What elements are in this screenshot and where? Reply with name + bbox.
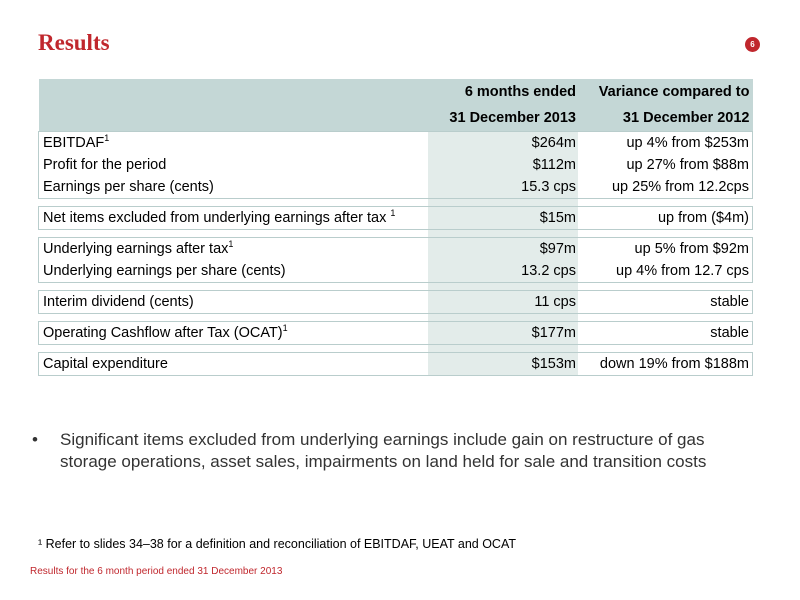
row-label-cell bbox=[39, 353, 429, 376]
row-label: Earnings per share (cents) bbox=[43, 179, 214, 195]
header-period-cell: 6 months ended bbox=[428, 79, 578, 105]
row-label: EBITDAF bbox=[43, 135, 105, 151]
row-label-cell bbox=[39, 132, 429, 155]
row-variance-cell: up 5% from $92m bbox=[578, 238, 753, 261]
table-row bbox=[39, 207, 753, 230]
row-variance-cell: up 4% from $253m bbox=[578, 132, 753, 155]
row-value-cell: $177m bbox=[428, 322, 578, 345]
row-value-cell: 11 cps bbox=[428, 291, 578, 314]
row-label-cell bbox=[39, 322, 429, 345]
row-value-cell: $264m bbox=[428, 132, 578, 155]
row-variance-cell: up 27% from $88m bbox=[578, 154, 753, 176]
row-label-cell bbox=[39, 238, 429, 261]
row-variance-cell: up 25% from 12.2cps bbox=[578, 176, 753, 199]
table-row bbox=[39, 353, 753, 376]
footnote-marker: 1 bbox=[390, 208, 396, 218]
header-period-cell: 31 December 2013 bbox=[428, 105, 578, 132]
table-header-row bbox=[39, 79, 753, 105]
header-variance-cell: 31 December 2012 bbox=[578, 105, 753, 132]
header-label-cell bbox=[39, 79, 429, 105]
separator-cell bbox=[428, 345, 578, 353]
table-header-row bbox=[39, 105, 753, 132]
row-label-cell bbox=[39, 176, 429, 199]
bullet-marker: • bbox=[32, 430, 38, 449]
row-value-cell: 13.2 cps bbox=[428, 260, 578, 283]
results-table bbox=[38, 79, 753, 376]
table-row bbox=[39, 260, 753, 283]
header-label-cell bbox=[39, 105, 429, 132]
footnote: ¹ Refer to slides 34–38 for a definition and reconciliation of EBITDAF, UEAT and OCAT bbox=[38, 537, 517, 551]
separator-cell bbox=[39, 345, 429, 353]
table-separator-row bbox=[39, 345, 753, 353]
bullet-text: Significant items excluded from underlying earnings include gain on restructure of gas storage operations, asset sales, impairments on land held for sale and transition costs bbox=[60, 430, 707, 471]
separator-cell bbox=[39, 314, 429, 322]
footnote-marker: 1 bbox=[228, 239, 234, 249]
separator-cell bbox=[428, 314, 578, 322]
table-separator-row bbox=[39, 283, 753, 291]
row-label-cell bbox=[39, 207, 429, 230]
row-label-cell bbox=[39, 260, 429, 283]
table-row bbox=[39, 291, 753, 314]
page-number-badge: 6 bbox=[745, 37, 760, 52]
row-label: Operating Cashflow after Tax (OCAT) bbox=[43, 325, 283, 341]
footnote-marker: 1 bbox=[282, 323, 288, 333]
row-label: Capital expenditure bbox=[43, 356, 168, 372]
table-row bbox=[39, 322, 753, 345]
table-row bbox=[39, 132, 753, 155]
table-row bbox=[39, 238, 753, 261]
table-separator-row bbox=[39, 230, 753, 238]
separator-cell bbox=[578, 345, 753, 353]
row-value-cell: $15m bbox=[428, 207, 578, 230]
row-value-cell: $97m bbox=[428, 238, 578, 261]
header-variance-cell: Variance compared to bbox=[578, 79, 753, 105]
row-label: Underlying earnings per share (cents) bbox=[43, 263, 286, 279]
row-label: Net items excluded from underlying earnings after tax bbox=[43, 210, 391, 226]
separator-cell bbox=[39, 230, 429, 238]
separator-cell bbox=[578, 199, 753, 207]
separator-cell bbox=[428, 230, 578, 238]
row-value-cell: $112m bbox=[428, 154, 578, 176]
bullet-point bbox=[32, 429, 752, 473]
separator-cell bbox=[578, 314, 753, 322]
footnote-marker: 1 bbox=[104, 133, 110, 143]
row-label-cell bbox=[39, 291, 429, 314]
separator-cell bbox=[578, 230, 753, 238]
source-note: Results for the 6 month period ended 31 December 2013 bbox=[30, 566, 283, 577]
row-label: Interim dividend (cents) bbox=[43, 294, 194, 310]
row-value-cell: $153m bbox=[428, 353, 578, 376]
table-separator-row bbox=[39, 314, 753, 322]
row-variance-cell: down 19% from $188m bbox=[578, 353, 753, 376]
separator-cell bbox=[39, 283, 429, 291]
row-variance-cell: stable bbox=[578, 322, 753, 345]
separator-cell bbox=[428, 283, 578, 291]
table-row bbox=[39, 154, 753, 176]
row-value-cell: 15.3 cps bbox=[428, 176, 578, 199]
row-label: Profit for the period bbox=[43, 157, 167, 173]
row-label-cell bbox=[39, 154, 429, 176]
separator-cell bbox=[428, 199, 578, 207]
row-label: Underlying earnings after tax bbox=[43, 241, 229, 257]
table-separator-row bbox=[39, 199, 753, 207]
row-variance-cell: up 4% from 12.7 cps bbox=[578, 260, 753, 283]
separator-cell bbox=[39, 199, 429, 207]
row-variance-cell: up from ($4m) bbox=[578, 207, 753, 230]
separator-cell bbox=[578, 283, 753, 291]
row-variance-cell: stable bbox=[578, 291, 753, 314]
page-title: Results bbox=[38, 30, 110, 55]
table-row bbox=[39, 176, 753, 199]
